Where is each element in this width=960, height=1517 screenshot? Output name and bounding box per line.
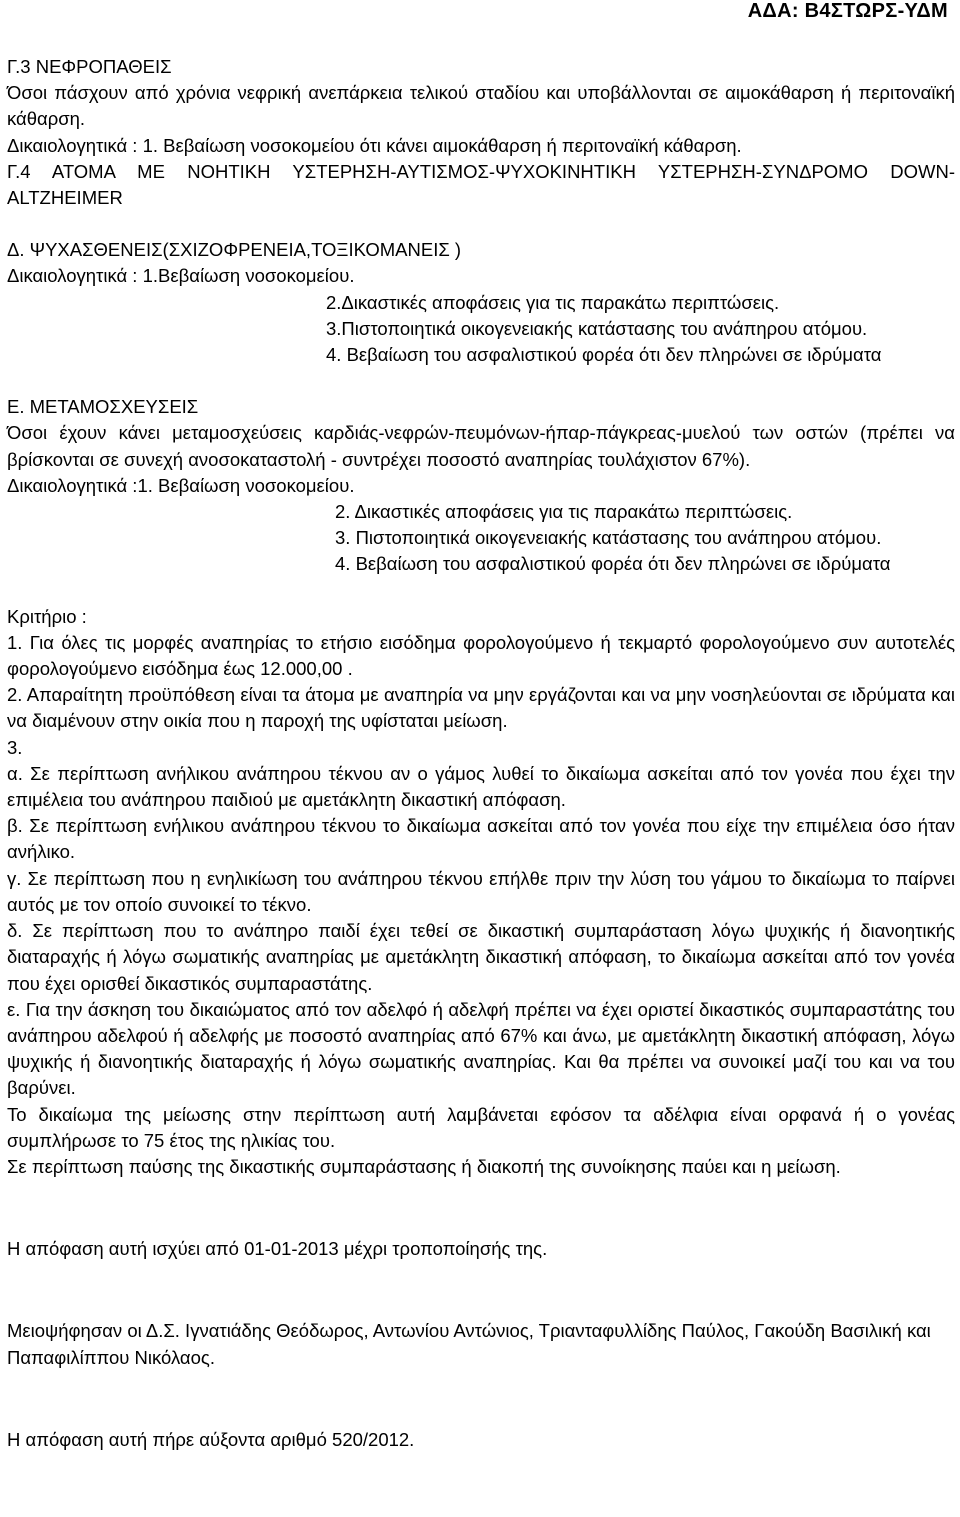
section-e-docs-label: Δικαιολογητικά :1. Βεβαίωση νοσοκομείου. [7, 474, 355, 496]
section-d-doc-item: 4. Βεβαίωση του ασφαλιστικού φορέα ότι δεν πληρώνει σε ιδρύματα [326, 344, 882, 366]
section-e-doc-item: 4. Βεβαίωση του ασφαλιστικού φορέα ότι δεν πληρώνει σε ιδρύματα [335, 553, 891, 575]
criterion-3a: α. Σε περίπτωση ανήλικου ανάπηρου τέκνου αν ο γάμος λυθεί το δικαίωμα ασκείται από τον γονέα που έχει την επιμέλεια του ανάπηρου παιδιού με αμετάκλητη δικαστική απόφαση. [7, 762, 955, 811]
section-g3-text: Όσοι πάσχουν από χρόνια νεφρική ανεπάρκεια τελικού σταδίου και υποβάλλονται σε αιμοκάθαρση ή περιτοναϊκή κάθαρση. [7, 82, 955, 130]
section-d-doc-item: 3.Πιστοποιητικά οικογενειακής κατάστασης του ανάπηρου ατόμου. [326, 317, 868, 339]
section-d-title: Δ. ΨΥΧΑΣΘΕΝΕΙΣ(ΣΧΙΖΟΦΡΕΝΕΙΑ,ΤΟΞΙΚΟΜΑΝΕΙΣ ) [7, 239, 462, 261]
criterion-3c: γ. Σε περίπτωση που η ενηλικίωση του ανάπηρου τέκνου επήλθε πριν την λύση του γάμου το δικαίωμα το παίρνει αυτός με τον οποίο συνοικεί το τέκνο. [7, 867, 955, 915]
section-d-docs-label: Δικαιολογητικά : 1.Βεβαίωση νοσοκομείου. [7, 265, 355, 287]
criterion-orphan-note: Το δικαίωμα της μείωσης στην περίπτωση αυτή λαμβάνεται εφόσον τα αδέλφια είναι ορφανά ή ο γονέας συμπλήρωσε το 75 έτος της ηλικίας του. [7, 1103, 955, 1151]
document-reference-code: ΑΔΑ: Β4ΣΤΩΡΣ-ΥΔΜ [747, 0, 948, 22]
dissent-statement: Μειοψήφησαν οι Δ.Σ. Ιγνατιάδης Θεόδωρος, Αντωνίου Αντώνιος, Τριανταφυλλίδης Παύλος, Γακούδη Βασιλική και Παπαφιλίππου Νικόλαος. [7, 1320, 931, 1368]
criterion-3d: δ. Σε περίπτωση που το ανάπηρο παιδί έχει τεθεί σε δικαστική συμπαράσταση λόγω ψυχικής ή διανοητικής διαταραχής ή λόγω σωματικής αναπηρίας με αμετάκλητη δικαστική απόφαση, το δικαίωμα ασκείται από τον γονέα που έχει ορισθεί δικαστικός συμπαραστάτης. [7, 920, 955, 994]
criteria-title: Κριτήριο : [7, 605, 87, 627]
section-g3-title: Γ.3 ΝΕΦΡΟΠΑΘΕΙΣ [7, 56, 172, 77]
section-e-text: Όσοι έχουν κάνει μεταμοσχεύσεις καρδιάς-νεφρών-πευμόνων-ήπαρ-πάγκρεας-μυελού των οστών (πρέπει να βρίσκονται σε συνεχή ανοσοκαταστολή - συντρέχει ποσοστό αναπηρίας τουλάχιστον 67%). [7, 422, 955, 470]
criterion-3: 3. [7, 736, 23, 758]
section-g4-title: Γ.4 ΑΤΟΜΑ ΜΕ ΝΟΗΤΙΚΗ ΥΣΤΕΡΗΣΗ-ΑΥΤΙΣΜΟΣ-ΨΥΧΟΚΙΝΗΤΙΚΗ ΥΣΤΕΡΗΣΗ-ΣΥΝΔΡΟΜΟ DOWN-ALTZHEIMER [7, 160, 955, 209]
section-e-doc-item: 3. Πιστοποιητικά οικογενειακής κατάστασης του ανάπηρου ατόμου. [335, 527, 882, 549]
criterion-3b: β. Σε περίπτωση ενήλικου ανάπηρου τέκνου το δικαίωμα ασκείται από τον γονέα που είχε την επιμέλεια όσο ήταν ανήλικο. [7, 815, 955, 863]
section-e-title: Ε. ΜΕΤΑΜΟΣΧΕΥΣΕΙΣ [7, 396, 199, 418]
criterion-2: 2. Απαραίτητη προϋπόθεση είναι τα άτομα με αναπηρία να μην εργάζονται και να μην νοσηλεύονται σε ιδρύματα και να διαμένουν στην οικία που η παροχή της υφίσταται μείωση. [7, 684, 955, 732]
decision-number: Η απόφαση αυτή πήρε αύξοντα αριθμό 520/2012. [7, 1428, 415, 1450]
validity-statement: Η απόφαση αυτή ισχύει από 01-01-2013 μέχρι τροποποίησής της. [7, 1238, 548, 1260]
criterion-stop-note: Σε περίπτωση παύσης της δικαστικής συμπαράστασης ή διακοπή της συνοίκησης παύει και η μείωση. [7, 1155, 841, 1177]
criterion-1: 1. Για όλες τις μορφές αναπηρίας το ετήσιο εισόδημα φορολογούμενο ή τεκμαρτό φορολογούμενο συν αυτοτελές φορολογούμενο εισόδημα έως 12.000,00 . [7, 631, 955, 680]
document-body [7, 54, 955, 1453]
section-e-doc-item: 2. Δικαστικές αποφάσεις για τις παρακάτω περιπτώσεις. [335, 501, 793, 523]
criterion-3e: ε. Για την άσκηση του δικαιώματος από τον αδελφό ή αδελφή πρέπει να έχει οριστεί δικαστικός συμπαραστάτης του ανάπηρου αδελφού ή αδελφής με ποσοστό αναπηρίας από 67% και άνω, με αμετάκλητη δικαστική απόφαση, λόγω ψυχικής ή διανοητικής διαταραχής ή λόγω σωματικής αναπηρίας. Και θα πρέπει να συνοικεί μαζί του και να του βαρύνει. [7, 998, 955, 1099]
section-d-doc-item: 2.Δικαστικές αποφάσεις για τις παρακάτω περιπτώσεις. [326, 291, 780, 313]
section-g3-docs: Δικαιολογητικά : 1. Βεβαίωση νοσοκομείου ότι κάνει αιμοκάθαρση ή περιτοναϊκή κάθαρση. [7, 134, 742, 156]
